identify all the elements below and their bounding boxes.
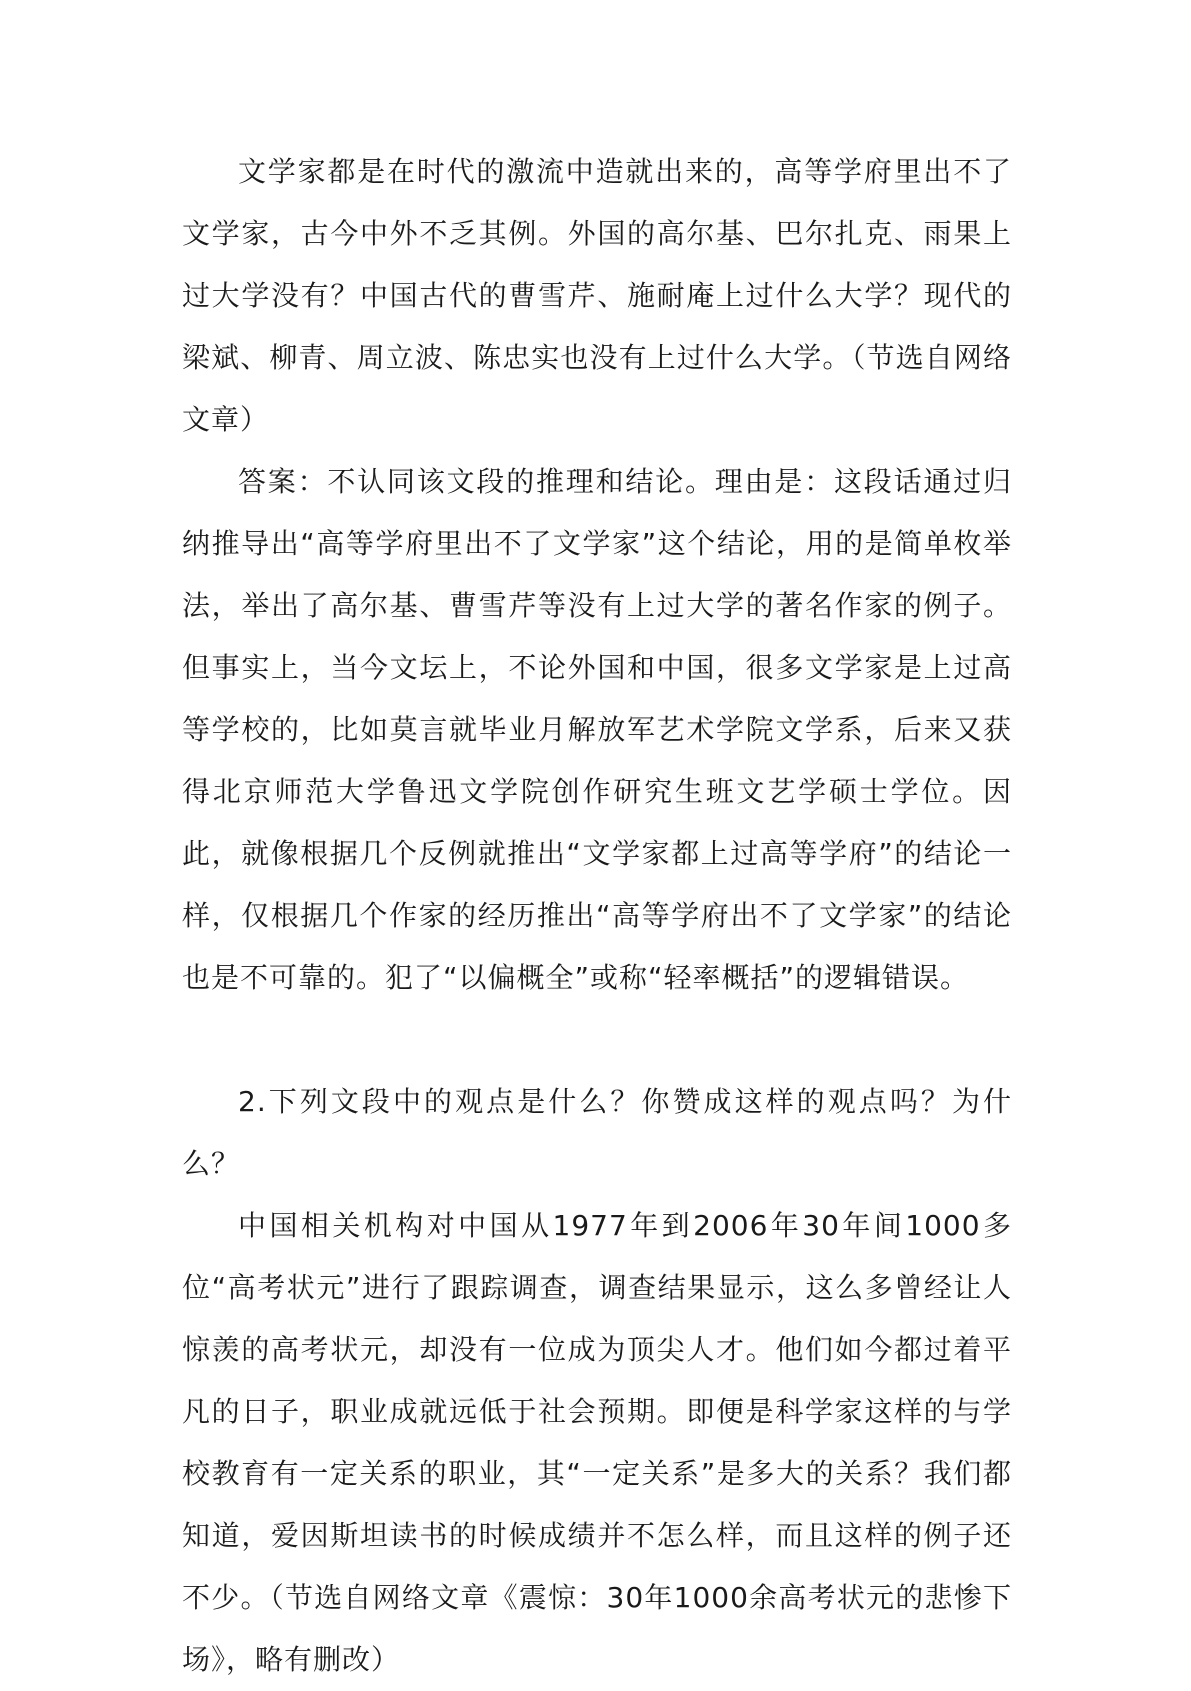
passage-paragraph: 中国相关机构对中国从1977年到2006年30年间1000多位“高考状元”进行了跟踪调查，调查结果显示，这么多曾经让人惊羡的高考状元，却没有一位成为顶尖人才。他们如今都过着平凡的日子，职业成就远低于社会预期。即便是科学家这样的与学校教育有一定关系的职业，其“一定关系”是多大的关系？我们都知道，爱因斯坦读书的时候成绩并不怎么样，而且这样的例子还不少。（节选自网络文章《震惊：30年1000余高考状元的悲惨下场》，略有删改）: [182, 1209, 1012, 1676]
answer-paragraph: 答案：不认同该文段的推理和结论。理由是：这段话通过归纳推导出“高等学府里出不了文学家”这个结论，用的是简单枚举法，举出了高尔基、曹雪芹等没有上过大学的著名作家的例子。但事实上，当今文坛上，不论外国和中国，很多文学家是上过高等学校的，比如莫言就毕业月解放军艺术学院文学系，后来又获得北京师范大学鲁迅文学院创作研究生班文艺学硕士学位。因此，就像根据几个反例就推出“文学家都上过高等学府”的结论一样，仅根据几个作家的经历推出“高等学府出不了文学家”的结论也是不可靠的。犯了“以偏概全”或称“轻率概括”的逻辑错误。: [182, 465, 1012, 994]
question-heading: 2.下列文段中的观点是什么？你赞成这样的观点吗？为什么？: [182, 1085, 1012, 1180]
document-body: [182, 141, 1012, 1691]
paragraph-spacer: [182, 1009, 1012, 1071]
passage-paragraph: 文学家都是在时代的激流中造就出来的，高等学府里出不了文学家，古今中外不乏其例。外国的高尔基、巴尔扎克、雨果上过大学没有？中国古代的曹雪芹、施耐庵上过什么大学？现代的梁斌、柳青、周立波、陈忠实也没有上过什么大学。（节选自网络文章）: [182, 155, 1012, 436]
